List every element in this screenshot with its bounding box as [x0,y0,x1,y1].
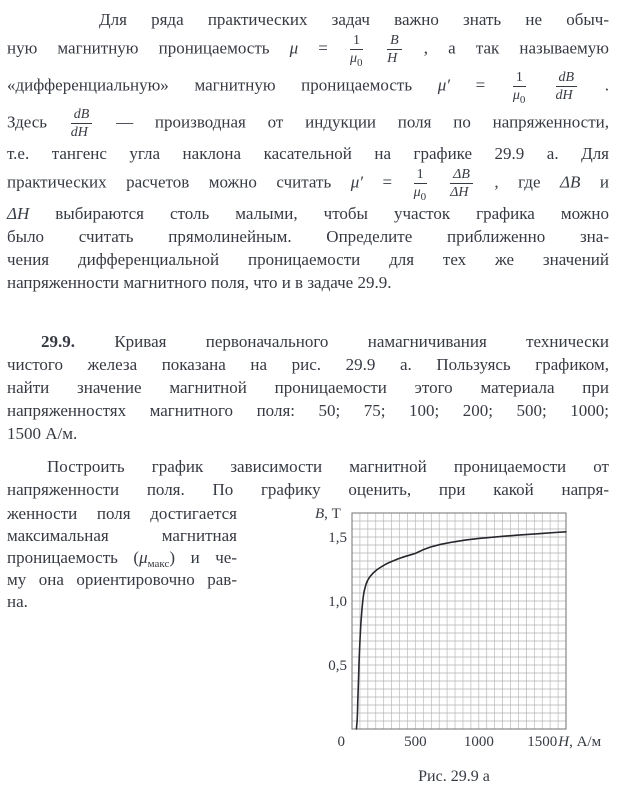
text-line: практических расчетов можно считать μ′ = $\frac{1}{\mu_0}$ $\frac{\Delta B}{\Delta H}$ , где ΔB и [7,167,609,203]
fraction: $\frac{1}{\mu_0}$ [512,70,526,106]
text-figure-row [7,501,609,788]
origin-label: 0 [337,734,345,750]
fraction: $\frac{1}{\mu_0}$ [350,33,363,69]
text-line: му она ориентировочно рав- [7,570,237,589]
magnetization-curve-chart [299,501,609,751]
text-line: ную магнитную проницаемость μ = $\frac{1}{\mu_0}$ $\frac{B}{H}$ , а так называемую [7,33,610,69]
plot-frame [352,513,566,729]
figure-29-9a [299,501,609,788]
text-line: 1500 А/м. [7,424,78,443]
fraction: $\frac{B}{H}$ [385,31,404,68]
text-line: напряженностях магнитного поля: 50; 75; 100; 200; 500; 1000; [7,401,609,420]
text-line: было считать прямолинейным. Определите приближенно зна- [7,227,609,246]
text-line: чения дифференциальной проницаемости для тех же значений [7,250,609,269]
figure-caption: Рис. 29.9 а [418,768,490,785]
text-line: «дифференциальную» магнитную проницаемость μ′ = $\frac{1}{\mu_0}$ $\frac{dB}{dH}$ . [7,70,610,106]
y-tick-label: 0,5 [328,658,347,674]
y-tick-label: 1,5 [328,530,347,546]
text-line: на. [7,592,28,611]
paragraph-problem-29-9 [7,330,609,445]
text-line: напряженности магнитного поля, что и в задаче 29.9. [7,273,392,292]
text-line: Здесь $\frac{dB}{dH}$ — производная от индукции поля по напряженности, [7,107,609,140]
text-line: найти значение магнитной проницаемости этого материала при [7,378,609,397]
fraction: $\frac{1}{\mu_0}$ [413,167,427,203]
x-tick-label: 500 [404,734,427,750]
paragraph-intro [7,8,609,294]
text-line: чистого железа показана на рис. 29.9 а. Пользуясь графиком, [7,355,609,374]
text-line: Для ряда практических задач важно знать не обыч- [99,10,609,29]
text-line: максимальная магнитная [7,526,237,545]
text-line: Построить график зависимости магнитной проницаемости от [47,457,609,476]
fraction: $\frac{\Delta B}{\Delta H}$ [448,165,475,202]
fraction: $\frac{dB}{dH}$ [69,105,95,142]
fraction: $\frac{dB}{dH}$ [554,68,580,105]
paragraph-task [7,455,609,501]
x-tick-label: 1500 [527,734,558,750]
text-line: проницаемость $(\mu_{макс})$ и че- [7,548,237,570]
text-line: ΔH выбираются столь малыми, чтобы участок графика можно [7,204,609,223]
text-line: 29.9. Кривая первоначального намагничивания технически [41,332,609,351]
y-tick-label: 1,0 [328,594,347,610]
text-line: напряженности поля. По графику оценить, при какой напря- [7,480,609,499]
x-tick-label: 1000 [463,734,494,750]
y-axis-title: B, Т [315,506,341,522]
text-line: т.е. тангенс угла наклона касательной на графике 29.9 а. Для [7,144,609,163]
x-axis-title: H, А/м [558,734,602,750]
paragraph-task-continued [7,501,237,788]
text-line: женности поля достигается [7,504,237,523]
